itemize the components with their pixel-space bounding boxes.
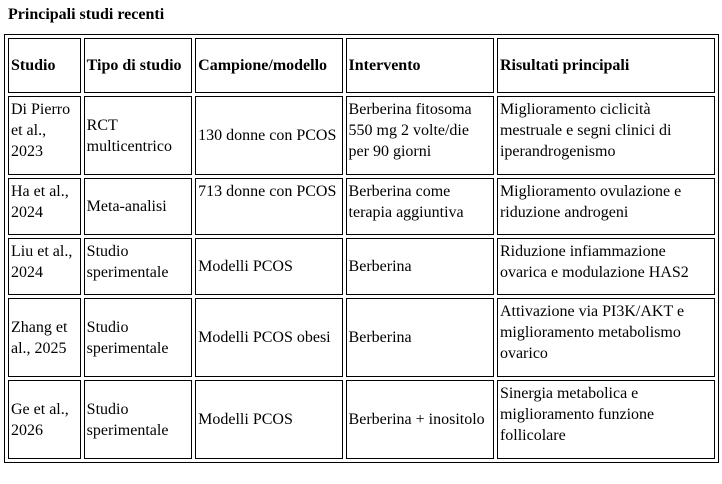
cell-intervento: Berberina [346, 298, 494, 377]
cell-tipo: Meta-analisi [84, 178, 192, 235]
header-risultati-principali: Risultati principali [497, 38, 715, 93]
cell-campione: Modelli PCOS [195, 238, 342, 295]
table-row [8, 380, 715, 459]
cell-risultati: Miglioramento ovulazione e riduzione androgeni [497, 178, 715, 235]
table-row [8, 96, 715, 175]
cell-campione: Modelli PCOS [195, 380, 342, 459]
cell-tipo: RCT multicentrico [84, 96, 192, 175]
cell-studio: Liu et al., 2024 [8, 238, 81, 295]
cell-risultati: Attivazione via PI3K/AKT e miglioramento metabolismo ovarico [497, 298, 715, 377]
cell-risultati: Riduzione infiammazione ovarica e modulazione HAS2 [497, 238, 715, 295]
cell-campione: 713 donne con PCOS [195, 178, 342, 235]
cell-intervento: Berberina + inositolo [346, 380, 494, 459]
header-intervento: Intervento [346, 38, 494, 93]
cell-campione: Modelli PCOS obesi [195, 298, 342, 377]
cell-intervento: Berberina come terapia aggiuntiva [346, 178, 494, 235]
cell-tipo: Studio sperimentale [84, 238, 192, 295]
cell-campione: 130 donne con PCOS [195, 96, 342, 175]
cell-risultati: Miglioramento ciclicità mestruale e segni clinici di iperandrogenismo [497, 96, 715, 175]
cell-studio: Di Pierro et al., 2023 [8, 96, 81, 175]
table-row [8, 238, 715, 295]
cell-intervento: Berberina fitosoma 550 mg 2 volte/die per 90 giorni [346, 96, 494, 175]
cell-studio: Zhang et al., 2025 [8, 298, 81, 377]
header-campione-modello: Campione/modello [195, 38, 342, 93]
cell-studio: Ha et al., 2024 [8, 178, 81, 235]
table-row [8, 178, 715, 235]
header-studio: Studio [8, 38, 81, 93]
cell-tipo: Studio sperimentale [84, 380, 192, 459]
cell-intervento: Berberina [346, 238, 494, 295]
cell-tipo: Studio sperimentale [84, 298, 192, 377]
studies-table [4, 34, 719, 463]
header-tipo-di-studio: Tipo di studio [84, 38, 192, 93]
table-title: Principali studi recenti [8, 6, 165, 23]
cell-studio: Ge et al., 2026 [8, 380, 81, 459]
table-header-row [8, 38, 715, 93]
table-row [8, 298, 715, 377]
cell-risultati: Sinergia metabolica e miglioramento funzione follicolare [497, 380, 715, 459]
